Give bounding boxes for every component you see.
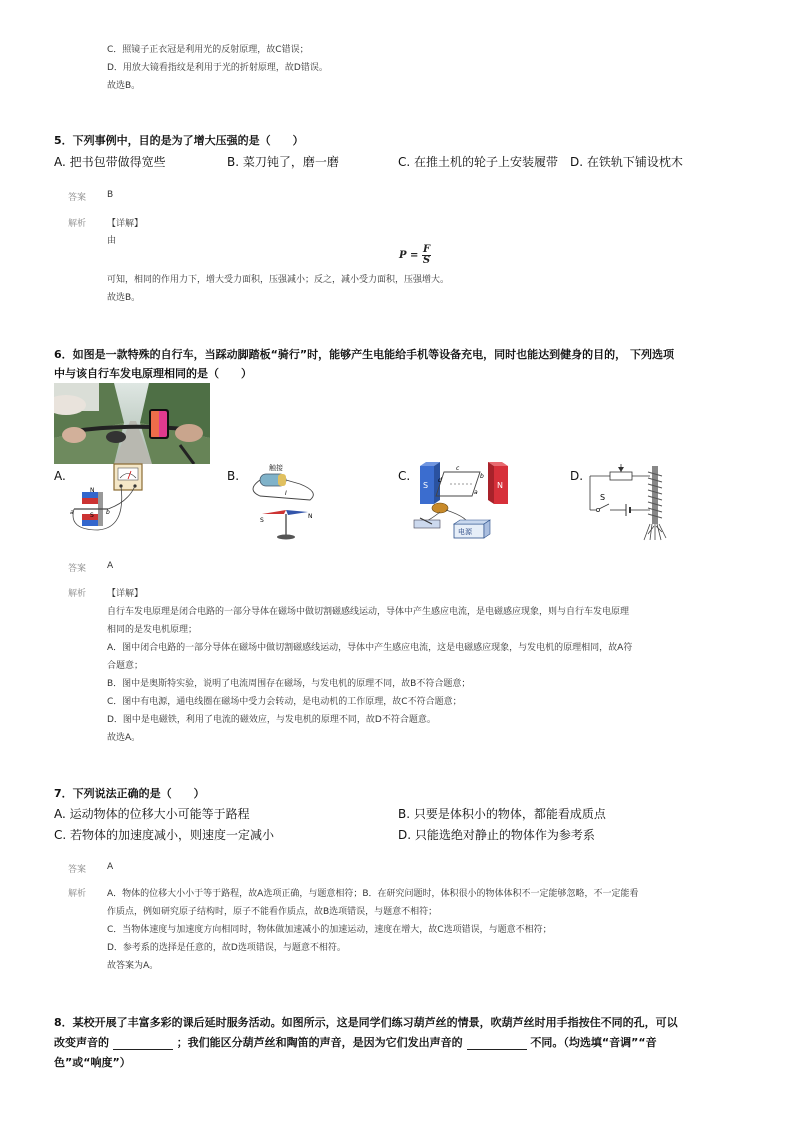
q7-answer: A [107,862,114,872]
prev-conclusion: 故选B。 [107,81,141,91]
q6-option-d-label[interactable]: D. [570,469,584,483]
svg-text:N: N [497,481,503,490]
q6-analysis-line: C．图中有电源，通电线圈在磁场中受力会转动，是电动机的工作原理，故C不符合题意； [107,697,462,707]
prev-option-c-line: C．照镜子正衣冠是利用光的反射原理，故C错误； [107,45,309,55]
figure-a-induction [68,462,148,534]
figure-d-electromagnet [582,462,682,542]
q6-analysis-label: 解析 [68,589,87,599]
formula-numerator: F [422,244,431,255]
svg-text:a: a [70,509,74,516]
q8-blank-1[interactable] [113,1039,173,1050]
svg-text:S: S [260,517,264,524]
q8-text-part-b: ；我们能区分葫芦丝和陶笛的声音，是因为它们发出声音的 [176,1036,463,1049]
q6-analysis-line: B．图中是奥斯特实验，说明了电流周围存在磁场，与发电机的原理不同，故B不符合题意； [107,679,471,689]
q5-option-b[interactable]: B. 菜刀钝了，磨一磨 [227,155,339,169]
svg-text:S: S [600,493,606,502]
formula-denominator: S [422,255,431,266]
q6-stem-line2: 中与该自行车发电原理相同的是（ ） [54,367,252,380]
svg-text:N: N [90,487,95,494]
svg-text:S: S [423,481,429,490]
q6-conclusion: 故选A。 [107,733,141,743]
q5-answer-label: 答案 [68,193,87,203]
q6-analysis-line: A．图中闭合电路的一部分导体在磁场中做切割磁感线运动，导体中产生感应电流，这是电磁感应现象，与发电机的原理相同，故A符 [107,643,633,653]
q5-option-d[interactable]: D. 在铁轨下铺设枕木 [570,155,683,169]
q6-analysis-line: 合题意； [107,661,144,671]
q6-answer-label: 答案 [68,564,87,574]
q5-analysis-label: 解析 [68,219,87,229]
q6-analysis-line: D．图中是电磁铁，利用了电流的磁效应，与发电机的原理不同，故D不符合题意。 [107,715,436,725]
q6-analysis-line: 自行车发电原理是闭合电路的一部分导体在磁场中做切割磁感线运动，导体中产生感应电流，是电磁感应现象，则与自行车发电原理 [107,607,630,617]
svg-text:d: d [438,477,442,484]
svg-text:S: S [90,512,94,519]
q5-formula: P = $\frac{F}{S}$ [399,244,431,266]
q5-detail-tag: 【详解】 [107,219,144,229]
prev-option-d-line: D．用放大镜看指纹是利用于光的折射原理，故D错误。 [107,63,328,73]
q6-option-a-label[interactable]: A. [54,469,66,483]
figure-c-motor [410,462,522,544]
bicycle-photo [54,383,210,464]
q6-answer: A [107,561,114,571]
q7-analysis-line: D．参考系的选择是任意的，故D选项错误，与题意不相符。 [107,943,346,953]
formula-lhs: P [399,250,407,261]
q7-analysis-label: 解析 [68,889,87,899]
q5-option-a[interactable]: A. 把书包带做得宽些 [54,155,166,169]
svg-text:a: a [474,489,478,496]
q6-option-c-label[interactable]: C. [398,469,411,483]
q7-analysis-line: C．当物体速度与加速度方向相同时，物体做加速减小的加速运动，速度在增大，故C选项错误，与题意不相符； [107,925,552,935]
q6-analysis-line: 相同的是发电机原理； [107,625,198,635]
q5-line1: 由 [107,236,117,246]
q7-answer-label: 答案 [68,865,87,875]
figure-b-oersted [238,462,328,542]
q8-line1: 8．某校开展了丰富多彩的课后延时服务活动。如图所示，这是同学们练习葫芦丝的情景，吹葫芦丝时用手指按住不同的孔，可以 [54,1016,678,1029]
figure-c-power-label: 电源 [458,528,472,536]
q8-line3: 色”或“响度”） [54,1056,131,1069]
q7-stem: 7．下列说法正确的是（ ） [54,787,205,800]
svg-text:b: b [480,473,484,480]
q7-option-a[interactable]: A. 运动物体的位移大小可能等于路程 [54,807,250,821]
q8-blank-2[interactable] [467,1039,527,1050]
svg-text:b: b [106,509,110,516]
q8-text-part-c: 不同。（均选填“音调”“音 [530,1036,657,1049]
svg-text:I: I [285,490,287,497]
q5-conclusion: 故选B。 [107,293,141,303]
q5-stem: 5．下列事例中，目的是为了增大压强的是（ ） [54,134,304,147]
q7-option-d[interactable]: D. 只能选绝对静止的物体作为参考系 [398,828,595,842]
svg-text:N: N [308,513,313,520]
q7-option-c[interactable]: C. 若物体的加速度减小，则速度一定减小 [54,828,275,842]
q5-answer: B [107,190,114,200]
q7-conclusion: 故答案为A。 [107,961,159,971]
q7-analysis-line: 作质点，例如研究原子结构时，原子不能看作质点，故B选项错误，与题意不相符； [107,907,438,917]
svg-text:c: c [456,465,460,472]
q8-text-part-a: 改变声音的 [54,1036,109,1049]
q5-line2: 可知，相同的作用力下，增大受力面积，压强减小；反之，减小受力面积，压强增大。 [107,275,450,285]
q6-option-b-label[interactable]: B. [227,469,240,483]
figure-b-touch-label: 触接 [269,464,283,472]
q7-option-b[interactable]: B. 只要是体积小的物体，都能看成质点 [398,807,606,821]
q8-line2 [54,1034,657,1050]
q6-detail-tag: 【详解】 [107,589,144,599]
q7-analysis-line: A．物体的位移大小小于等于路程，故A选项正确，与题意相符；B．在研究问题时，体积很小的物体体积不一定能够忽略，不一定能看 [107,889,639,899]
q5-option-c[interactable]: C. 在推土机的轮子上安装履带 [398,155,559,169]
q6-stem-line1: 6．如图是一款特殊的自行车，当踩动脚踏板“骑行”时，能够产生电能给手机等设备充电，同时也能达到健身的目的， 下列选项 [54,348,674,361]
